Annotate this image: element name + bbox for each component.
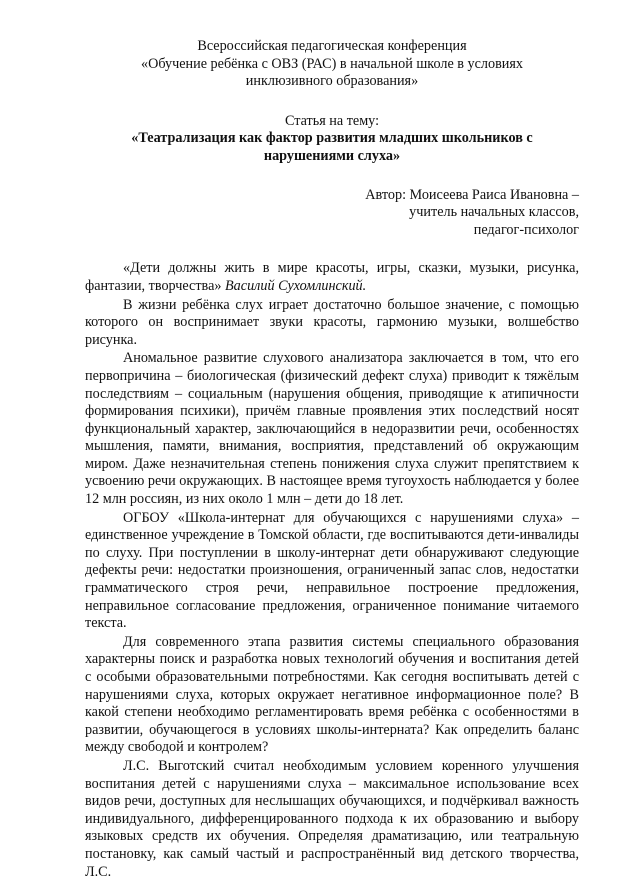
article-label: Статья на тему: <box>284 112 380 129</box>
paragraph-5: Л.С. Выготский считал необходимым условием коренного улучшения воспитания детей с нарушениями слуха – максимальное использование всех видов речи, доступных для неслышащих обучающихся, и подчёркивал важность индивидуального, дифференцированного подхода к их образованию и выбору языковых средств их обучения. Определяя драматизацию, или театральную постановку, как самый частый и распространённый вид детского творчества, Л.С. <box>85 757 579 880</box>
conference-line-2: «Обучение ребёнка с ОВЗ (РАС) в начальной школе в условиях <box>140 55 524 72</box>
epigraph-attribution: Василий Сухомлинский. <box>225 277 367 294</box>
article-title: «Театрализация как фактор развития младших школьников с нарушениями слуха» <box>131 130 533 164</box>
article-heading <box>85 113 579 166</box>
author-position: учитель начальных классов, <box>409 204 579 221</box>
author-name: Автор: Моисеева Раиса Ивановна – <box>365 186 579 203</box>
paragraph-2: Аномальное развитие слухового анализатора заключается в том, что его первопричина – биологическая (физический дефект слуха) приводит к тяжёлым последствиям – социальным (нарушения общения, приводящие к атипичности формирования психики), причём главные проявления этих последствий носят функциональный характер, заключающийся в недоразвитии речи, особенностях мышления, памяти, внимания, восприятия, представлений об окружающим миром. Даже незначительная степень понижения слуха служит препятствием к усвоению речи окружающих. В настоящее время тугоухость наблюдается у более 12 млн россиян, из них около 1 млн – дети до 18 лет. <box>85 350 579 508</box>
paragraph-3: ОГБОУ «Школа-интернат для обучающихся с нарушениями слуха» – единственное учреждение в Томской области, где воспитываются дети-инвалиды по слуху. При поступлении в школу-интернат дети обнаруживают следующие дефекты речи: недостатки произношения, ограниченный запас слов, недостатки грамматического строя речи, неправильное построение предложения, неправильное согласование предложения, ограниченное понимание читаемого текста. <box>85 509 579 632</box>
epigraph <box>85 260 579 295</box>
conference-line-3: инклюзивного образования» <box>245 73 419 90</box>
author-role: педагог-психолог <box>473 221 579 238</box>
paragraph-4: Для современного этапа развития системы специального образования характерны поиск и разработка новых технологий обучения и воспитания детей с особыми образовательными потребностями. Как сегодня воспитывать детей с нарушениями слуха, которых окружает негативное информационное поле? В какой степени необходимо регламентировать время ребёнка с особенностями в развитии, обучающегося в условиях школы-интерната? Как определить баланс между свободой и контролем? <box>85 633 579 756</box>
conference-header <box>85 38 579 91</box>
paragraph-1: В жизни ребёнка слух играет достаточно большое значение, с помощью которого он воспринимает звуки красоты, гармонию музыки, волшебство рисунка. <box>85 296 579 348</box>
epigraph-quote: «Дети должны жить в мире красоты, игры, сказки, музыки, рисунка, фантазии, творчества» <box>85 260 579 294</box>
article-body <box>85 260 579 881</box>
conference-line-1: Всероссийская педагогическая конференция <box>197 38 467 54</box>
author-block <box>85 187 579 240</box>
